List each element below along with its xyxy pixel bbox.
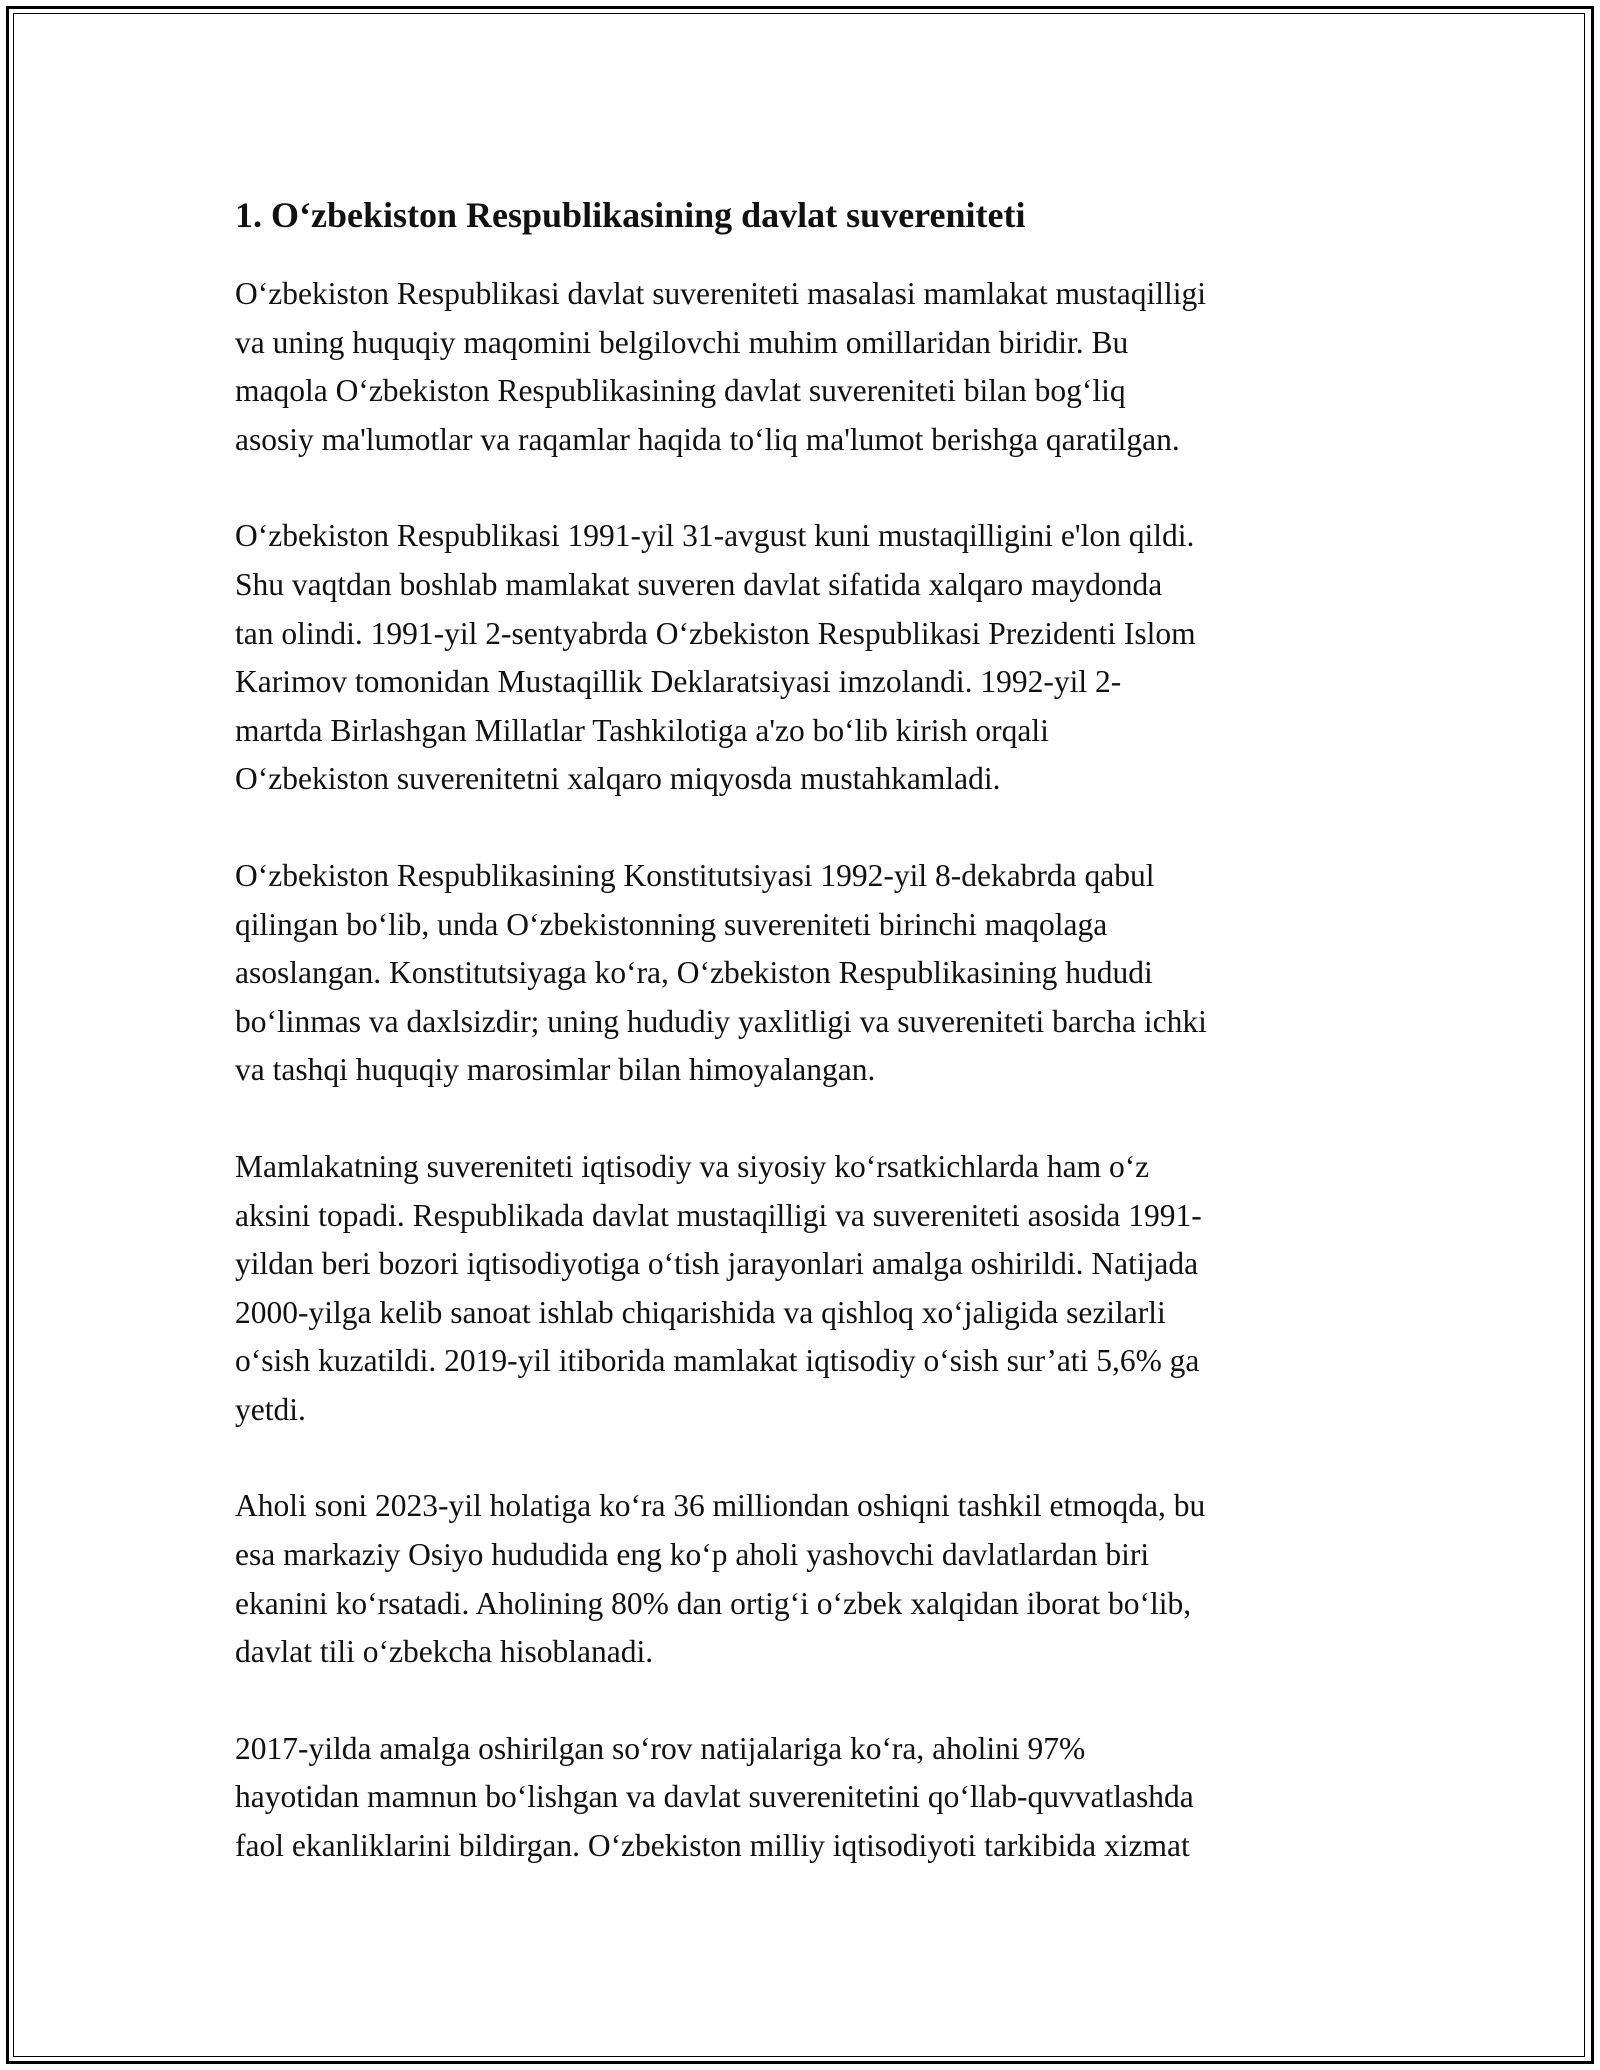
paragraph-line: asoslangan. Konstitutsiyaga ko‘ra, O‘zbekiston Respublikasining hududi (235, 955, 1153, 991)
paragraph-line: va tashqi huquqiy marosimlar bilan himoyalangan. (235, 1052, 876, 1088)
paragraph-line: Mamlakatning suvereniteti iqtisodiy va siyosiy ko‘rsatkichlarda ham o‘z (235, 1148, 1150, 1184)
paragraph-line: Shu vaqtdan boshlab mamlakat suveren davlat sifatida xalqaro maydonda (235, 566, 1163, 602)
paragraph-independence (235, 512, 1375, 804)
paragraph-line: 2000-yilga kelib sanoat ishlab chiqarishida va qishloq xo‘jaligida sezilarli (235, 1294, 1166, 1330)
paragraph-constitution (235, 852, 1375, 1095)
paragraph-line: faol ekanliklarini bildirgan. O‘zbekiston milliy iqtisodiyoti tarkibida xizmat (235, 1828, 1190, 1864)
paragraph-line: maqola O‘zbekiston Respublikasining davlat suvereniteti bilan bog‘liq (235, 373, 1126, 409)
paragraph-survey (235, 1725, 1375, 1871)
paragraph-line: tan olindi. 1991-yil 2-sentyabrda O‘zbekiston Respublikasi Prezidenti Islom (235, 615, 1196, 651)
paragraph-line: Aholi soni 2023-yil holatiga ko‘ra 36 milliondan oshiqni tashkil etmoqda, bu (235, 1488, 1206, 1524)
paragraph-line: yetdi. (235, 1391, 306, 1427)
paragraph-line: O‘zbekiston Respublikasining Konstitutsiyasi 1992-yil 8-dekabrda qabul (235, 857, 1155, 893)
paragraph-line: va uning huquqiy maqomini belgilovchi muhim omillaridan biridir. Bu (235, 324, 1129, 360)
paragraph-line: yildan beri bozori iqtisodiyotiga o‘tish jarayonlari amalga oshirildi. Natijada (235, 1246, 1199, 1282)
paragraph-line: Karimov tomonidan Mustaqillik Deklaratsiyasi imzolandi. 1992-yil 2- (235, 664, 1122, 700)
paragraph-intro (235, 270, 1375, 464)
section-heading: 1. O‘zbekiston Respublikasining davlat suvereniteti (235, 195, 1026, 235)
paragraph-line: aksini topadi. Respublikada davlat mustaqilligi va suvereniteti asosida 1991- (235, 1197, 1202, 1233)
paragraph-line: hayotidan mamnun bo‘lishgan va davlat suverenitetini qo‘llab-quvvatlashda (235, 1779, 1194, 1815)
document-body (235, 186, 1375, 1919)
paragraph-line: O‘zbekiston suverenitetni xalqaro miqyosda mustahkamladi. (235, 761, 1001, 797)
paragraph-population (235, 1482, 1375, 1676)
paragraph-line: asosiy ma'lumotlar va raqamlar haqida to‘liq ma'lumot berishga qaratilgan. (235, 421, 1180, 457)
paragraph-line: O‘zbekiston Respublikasi davlat suvereniteti masalasi mamlakat mustaqilligi (235, 276, 1207, 311)
paragraph-line: qilingan bo‘lib, unda O‘zbekistonning suvereniteti birinchi maqolaga (235, 906, 1108, 942)
paragraph-line: 2017-yilda amalga oshirilgan so‘rov natijalariga ko‘ra, aholini 97% (235, 1730, 1086, 1766)
paragraph-line: martda Birlashgan Millatlar Tashkilotiga a'zo bo‘lib kirish orqali (235, 712, 1049, 748)
paragraph-economy (235, 1143, 1375, 1435)
paragraph-line: davlat tili o‘zbekcha hisoblanadi. (235, 1634, 654, 1670)
paragraph-line: o‘sish kuzatildi. 2019-yil itiborida mamlakat iqtisodiy o‘sish sur’ati 5,6% ga (235, 1343, 1200, 1379)
paragraph-line: esa markaziy Osiyo hududida eng ko‘p aholi yashovchi davlatlardan biri (235, 1537, 1150, 1573)
paragraph-line: bo‘linmas va daxlsizdir; uning hududiy yaxlitligi va suvereniteti barcha ichki (235, 1003, 1207, 1039)
paragraph-line: O‘zbekiston Respublikasi 1991-yil 31-avgust kuni mustaqilligini e'lon qildi. (235, 518, 1195, 554)
paragraph-line: ekanini ko‘rsatadi. Aholining 80% dan ortig‘i o‘zbek xalqidan iborat bo‘lib, (235, 1585, 1192, 1621)
